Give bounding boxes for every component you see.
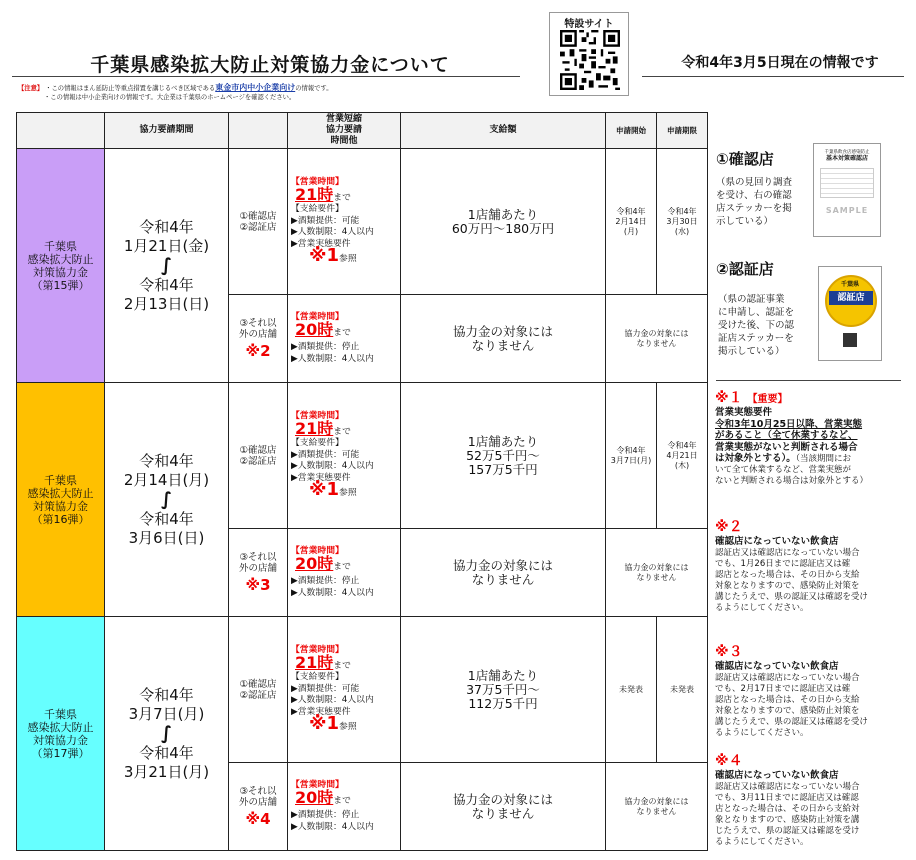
shop-type-certified: ①確認店 ②認証店 (229, 149, 288, 295)
hours-cell: 【営業時間】 20時まで ▶酒類提供：停止 ▶人数制限：4人以内 (288, 763, 401, 851)
ninsho-text: （県の認証事業 に申請し、認証を 受けた後、下の認 証店ステッカーを 掲示している） (718, 294, 795, 357)
ninsho-title: ②認証店 (716, 260, 774, 278)
qr-code-icon (560, 30, 620, 90)
payment-none: 協力金の対象には なりません (401, 763, 606, 851)
payment-15: 1店舗あたり 60万円～180万円 (401, 149, 606, 295)
shop-type-other: ③それ以 外の店舗 ※3 (229, 529, 288, 617)
period-15: 令和4年 1月21日(金) ∫ 令和4年 2月13日(日) (105, 149, 229, 383)
note-k4: ※４ 確認店になっていない飲食店 認証店又は確認店になっていない場合 でも、3月11日までに認証店又は確認 店となった場合は、その日から支給対 象となりますので、感染防止対策を講 じたうえで、県の認証又は確認を受け るようにしてください。 (715, 753, 860, 847)
note-line-2: ・この情報は中小企業向けの情報です。大企業は千葉県のホームページを確認ください。 (44, 93, 296, 101)
start-16: 令和4年 3月7日(月) (606, 383, 657, 529)
start-17: 未発表 (606, 617, 657, 763)
notes (18, 84, 333, 102)
note-k1: ※１ 【重要】 営業実態要件 令和3年10月25日以降、営業実態 があること（全て休業するなど、 営業実態がないと判断される場合 は対象外とする）。（当該期間にお いて全て休業するなど、営業実態が ないと判断される場合は対象外とする） (715, 390, 869, 486)
table-row (17, 383, 708, 529)
header-hours: 営業短縮 協力要請 時間他 (288, 113, 401, 149)
sidebar-divider (716, 380, 901, 381)
title-underline (12, 76, 520, 77)
note-tag: 【注意】 (18, 85, 44, 92)
hours-cell: 【営業時間】 20時まで ▶酒類提供：停止 ▶人数制限：4人以内 (288, 295, 401, 383)
qr-code-box[interactable] (549, 12, 629, 96)
header-empty (229, 113, 288, 149)
application-none: 協力金の対象には なりません (606, 295, 708, 383)
application-none: 協力金の対象には なりません (606, 529, 708, 617)
round-name-16: 千葉県 感染拡大防止 対策協力金 （第16弾） (17, 383, 105, 617)
shop-type-certified: ①確認店 ②認証店 (229, 617, 288, 763)
kakunin-title: ①確認店 (716, 150, 774, 168)
ninsho-sticker (818, 266, 882, 361)
sticker2-top: 千葉県 (840, 281, 859, 288)
sticker2-main: 認証店 (829, 291, 873, 305)
shop-type-other: ③それ以 外の店舗 ※4 (229, 763, 288, 851)
sticker-title: 千葉県飲食店感染防止 基本対策確認店 (824, 150, 870, 162)
kakunin-text: （県の見回り調査 を受け、右の確認 店ステッカーを掲 示している） (716, 177, 793, 227)
table-row (17, 149, 708, 295)
note-k3: ※３ 確認店になっていない飲食店 認証店又は確認店になっていない場合 でも、2月17日までに認証店又は確 認店となった場合は、その日から支給 対象となりますので、感染防止対策を 講じたうえで、県の認証又は確認を受け るようにしてください。 (715, 644, 868, 738)
period-16: 令和4年 2月14日(月) ∫ 令和4年 3月6日(日) (105, 383, 229, 617)
period-17: 令和4年 3月7日(月) ∫ 令和4年 3月21日(月) (105, 617, 229, 851)
payment-17: 1店舗あたり 37万5千円～ 112万5千円 (401, 617, 606, 763)
date-info: 令和4年3月5日現在の情報です (681, 55, 879, 71)
subsidy-table (16, 112, 708, 851)
tougane-link[interactable]: 東金市内中小企業向け (215, 83, 296, 92)
note-k2: ※２ 確認店になっていない飲食店 認証店又は確認店になっていない場合 でも、1月26日までに認証店又は確 認店となった場合は、その日から支給 対象となりますので、感染防止対策を 講じたうえで、県の認証又は確認を受け るようにしてください。 (715, 519, 868, 613)
hours-cell: 【営業時間】 21時まで 【支給要件】 ▶酒類提供：可能 ▶人数制限：4人以内 ▶営業実態要件 ※1参照 (288, 617, 401, 763)
payment-16: 1店舗あたり 52万5千円～ 157万5千円 (401, 383, 606, 529)
date-underline (642, 76, 904, 77)
end-15: 令和4年 3月30日 (水) (657, 149, 708, 295)
shop-type-certified: ①確認店 ②認証店 (229, 383, 288, 529)
payment-none: 協力金の対象には なりません (401, 529, 606, 617)
hours-cell: 【営業時間】 21時まで 【支給要件】 ▶酒類提供：可能 ▶人数制限：4人以内 ▶営業実態要件 ※1参照 (288, 149, 401, 295)
note-text: ・この情報はまん延防止等重点措置を講じるべき区域である (45, 85, 216, 92)
payment-none: 協力金の対象には なりません (401, 295, 606, 383)
round-name-15: 千葉県 感染拡大防止 対策協力金 （第15弾） (17, 149, 105, 383)
note-line-1 (18, 84, 333, 94)
shop-type-other: ③それ以 外の店舗 ※2 (229, 295, 288, 383)
page-title: 千葉県感染拡大防止対策協力金について (90, 54, 450, 76)
sticker-sample: SAMPLE (825, 206, 869, 215)
header-payment: 支給額 (401, 113, 606, 149)
table-header-row (17, 113, 708, 149)
hours-cell: 【営業時間】 21時まで 【支給要件】 ▶酒類提供：可能 ▶人数制限：4人以内 ▶営業実態要件 ※1参照 (288, 383, 401, 529)
round-name-17: 千葉県 感染拡大防止 対策協力金 （第17弾） (17, 617, 105, 851)
table-row (17, 617, 708, 763)
kakunin-sticker (813, 143, 881, 237)
sticker-lines (820, 168, 874, 198)
qr-mini-icon (843, 333, 857, 347)
hours-cell: 【営業時間】 20時まで ▶酒類提供：停止 ▶人数制限：4人以内 (288, 529, 401, 617)
header-empty (17, 113, 105, 149)
application-none: 協力金の対象には なりません (606, 763, 708, 851)
header-end: 申請期限 (657, 113, 708, 149)
start-15: 令和4年 2月14日 (月) (606, 149, 657, 295)
qr-label: 特設サイト (564, 19, 614, 30)
header-start: 申請開始 (606, 113, 657, 149)
end-16: 令和4年 4月21日 (木) (657, 383, 708, 529)
note-text: の情報です。 (295, 85, 333, 92)
end-17: 未発表 (657, 617, 708, 763)
header-period: 協力要請期間 (105, 113, 229, 149)
